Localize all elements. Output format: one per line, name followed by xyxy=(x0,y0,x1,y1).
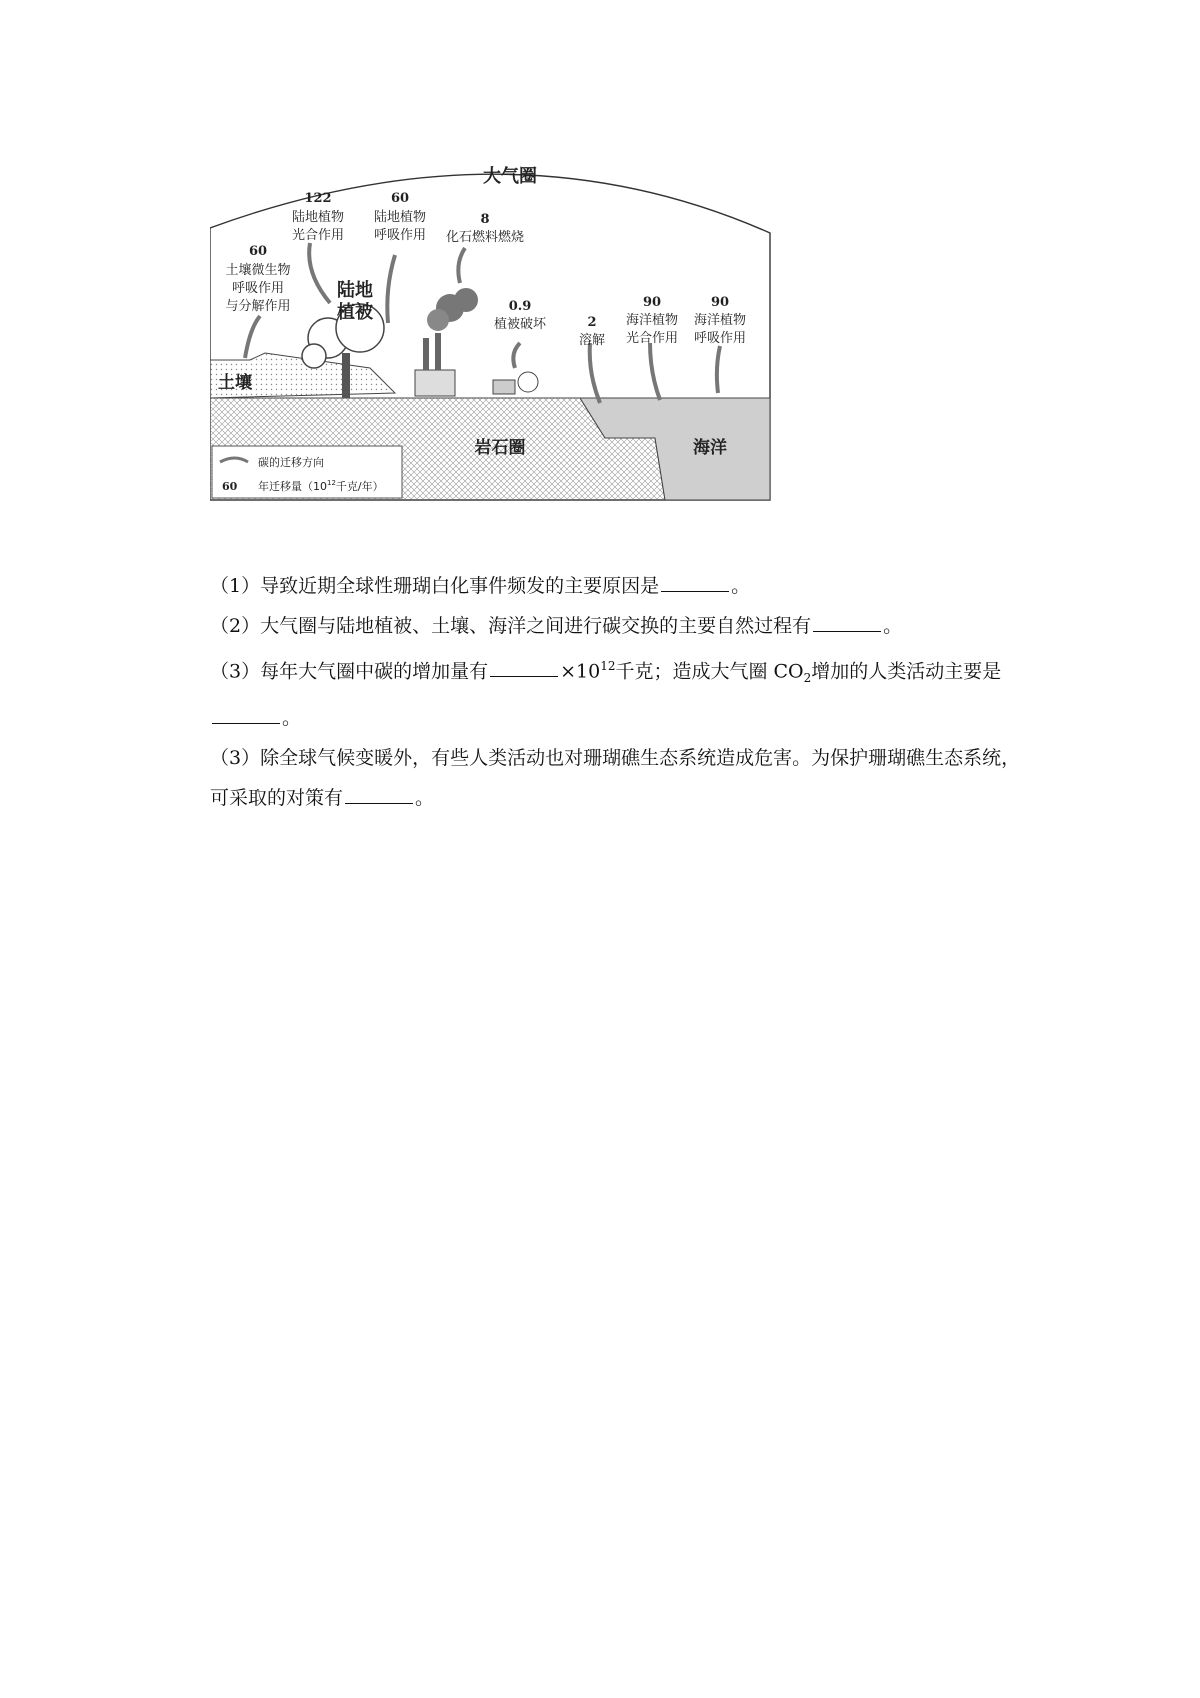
lithosphere-label: 岩石圈 xyxy=(474,438,526,458)
flow-label: 呼吸作用 xyxy=(231,281,285,296)
land-vegetation-label-line1: 陆地 xyxy=(337,280,373,301)
flow-value: 122 xyxy=(304,191,332,206)
carbon-cycle-diagram xyxy=(210,148,830,548)
flow-label: 化石燃料燃烧 xyxy=(445,230,525,245)
answer-blank[interactable] xyxy=(813,613,881,632)
legend-value-label: 年迁移量（$10^{12}$千克/年） xyxy=(258,479,384,493)
question-4: （3）除全球气候变暖外，有些人类活动也对珊瑚礁生态系统造成危害。为保护珊瑚礁生态系统，可采取的对策有 。 xyxy=(210,747,1021,810)
flow-label: 陆地植物 xyxy=(373,210,427,225)
flow-label: 呼吸作用 xyxy=(373,228,427,243)
land-vegetation-label-line2: 植被 xyxy=(337,302,373,323)
flow-label: 土壤微生物 xyxy=(225,263,291,278)
flow-value: 90 xyxy=(710,295,730,310)
flow-value: 8 xyxy=(480,212,490,227)
flow-label: 与分解作用 xyxy=(225,299,291,314)
answer-blank[interactable] xyxy=(345,785,413,804)
answer-blank[interactable] xyxy=(212,705,280,724)
flow-value: 2 xyxy=(587,315,597,330)
flow-value: 60 xyxy=(390,191,410,206)
legend xyxy=(212,446,402,498)
flow-label: 光合作用 xyxy=(291,228,345,243)
flow-label: 植被破坏 xyxy=(493,317,547,332)
ocean-label: 海洋 xyxy=(693,438,727,458)
legend-arrow-label: 碳的迁移方向 xyxy=(258,456,324,469)
flow-label: 光合作用 xyxy=(625,331,679,346)
flow-value: 60 xyxy=(248,244,268,259)
answer-blank[interactable] xyxy=(661,573,729,592)
flow-label: 海洋植物 xyxy=(693,313,747,328)
answer-blank[interactable] xyxy=(490,658,558,677)
question-3: （3）每年大气圈中碳的增加量有 $\times 10^{12}$千克；造成大气圈 $CO_2$增加的人类活动主要是。 xyxy=(210,659,1002,730)
flow-value: 90 xyxy=(642,295,662,310)
legend-value-sample: 60 xyxy=(222,480,238,493)
flow-label: 海洋植物 xyxy=(625,313,679,328)
questions xyxy=(210,566,1030,818)
flow-label: 溶解 xyxy=(578,333,606,348)
soil-label: 土壤 xyxy=(218,373,252,393)
flow-label: 陆地植物 xyxy=(291,210,345,225)
atmosphere-label: 大气圈 xyxy=(483,166,537,187)
question-1: （1）导致近期全球性珊瑚白化事件频发的主要原因是 。 xyxy=(210,575,751,597)
flow-value: 0.9 xyxy=(508,299,532,314)
flow-label: 呼吸作用 xyxy=(693,331,747,346)
question-2: （2）大气圈与陆地植被、土壤、海洋之间进行碳交换的主要自然过程有 。 xyxy=(210,615,903,637)
